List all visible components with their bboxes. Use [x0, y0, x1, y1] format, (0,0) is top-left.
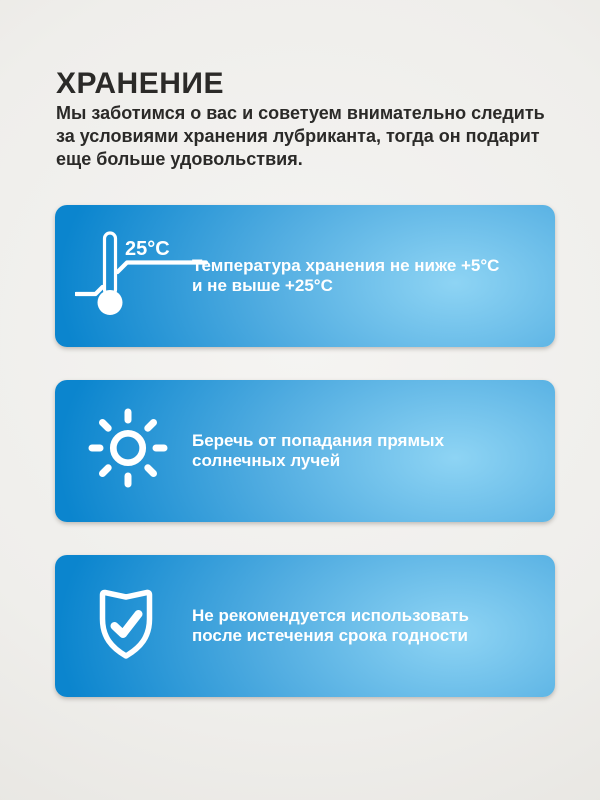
card-caption-line: Не рекомендуется использовать	[192, 606, 469, 625]
card-caption-line: Температура хранения не ниже +5°С	[192, 256, 500, 275]
sunlight-protection-card	[55, 380, 555, 522]
card-caption	[192, 431, 444, 471]
intro-line: Мы заботимся о вас и советуем внимательно следить	[56, 103, 545, 123]
card-caption	[192, 256, 499, 296]
thermometer-icon	[75, 227, 209, 322]
intro-line: еще больше удовольствия.	[56, 149, 303, 169]
shield-check-icon	[81, 580, 171, 670]
card-caption-line: солнечных лучей	[192, 451, 341, 470]
page-title: ХРАНЕНИЕ	[56, 67, 224, 101]
sun-icon	[83, 403, 173, 493]
card-caption-line: Беречь от попадания прямых	[192, 431, 445, 450]
card-caption-line: после истечения срока годности	[192, 626, 468, 645]
card-caption-line: и не выше +25°С	[192, 276, 333, 295]
intro-line: за условиями хранения лубриканта, тогда он подарит	[56, 126, 540, 146]
expiry-warning-card	[55, 555, 555, 697]
card-caption	[192, 606, 469, 646]
thermometer-temp-label: 25°C	[125, 238, 170, 260]
storage-temperature-card	[55, 205, 555, 347]
intro-text	[56, 102, 545, 171]
